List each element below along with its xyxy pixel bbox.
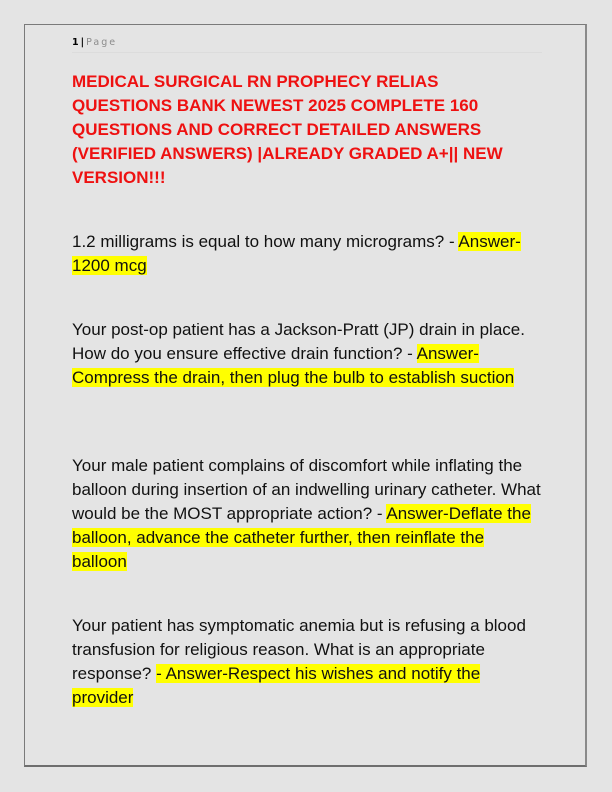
question-text: Your patient has symptomatic anemia but is refusing a blood transfusion for religious reason. What is an appropriate response? (72, 616, 526, 683)
answer-text: - Answer-Respect his wishes and notify the provider (72, 664, 481, 707)
qa-item-4 (72, 614, 542, 710)
question-text: Your post-op patient has a Jackson-Pratt (JP) drain in place. How do you ensure effective drain function? - (72, 320, 525, 363)
page-number: 1 (72, 37, 79, 48)
answer-text: Answer-Deflate the balloon, advance the catheter further, then reinflate the balloon (72, 504, 531, 571)
question-text: Your male patient complains of discomfort while inflating the balloon during insertion of an indwelling urinary catheter. What would be the MOST appropriate action? - (72, 456, 541, 523)
page-label: Page (86, 37, 118, 48)
answer-text: Answer-1200 mcg (72, 232, 521, 275)
page-separator: | (80, 37, 85, 48)
qa-item-3 (72, 454, 542, 574)
document-title: MEDICAL SURGICAL RN PROPHECY RELIAS QUESTIONS BANK NEWEST 2025 COMPLETE 160 QUESTIONS AND CORRECT DETAILED ANSWERS (VERIFIED ANSWERS) |ALREADY GRADED A+|| NEW VERSION!!! (72, 72, 503, 187)
page-header (72, 36, 542, 53)
qa-item-1 (72, 230, 542, 278)
qa-item-2 (72, 318, 542, 390)
question-text: 1.2 milligrams is equal to how many micrograms? - (72, 232, 459, 251)
answer-text: Answer-Compress the drain, then plug the bulb to establish suction (72, 344, 515, 387)
